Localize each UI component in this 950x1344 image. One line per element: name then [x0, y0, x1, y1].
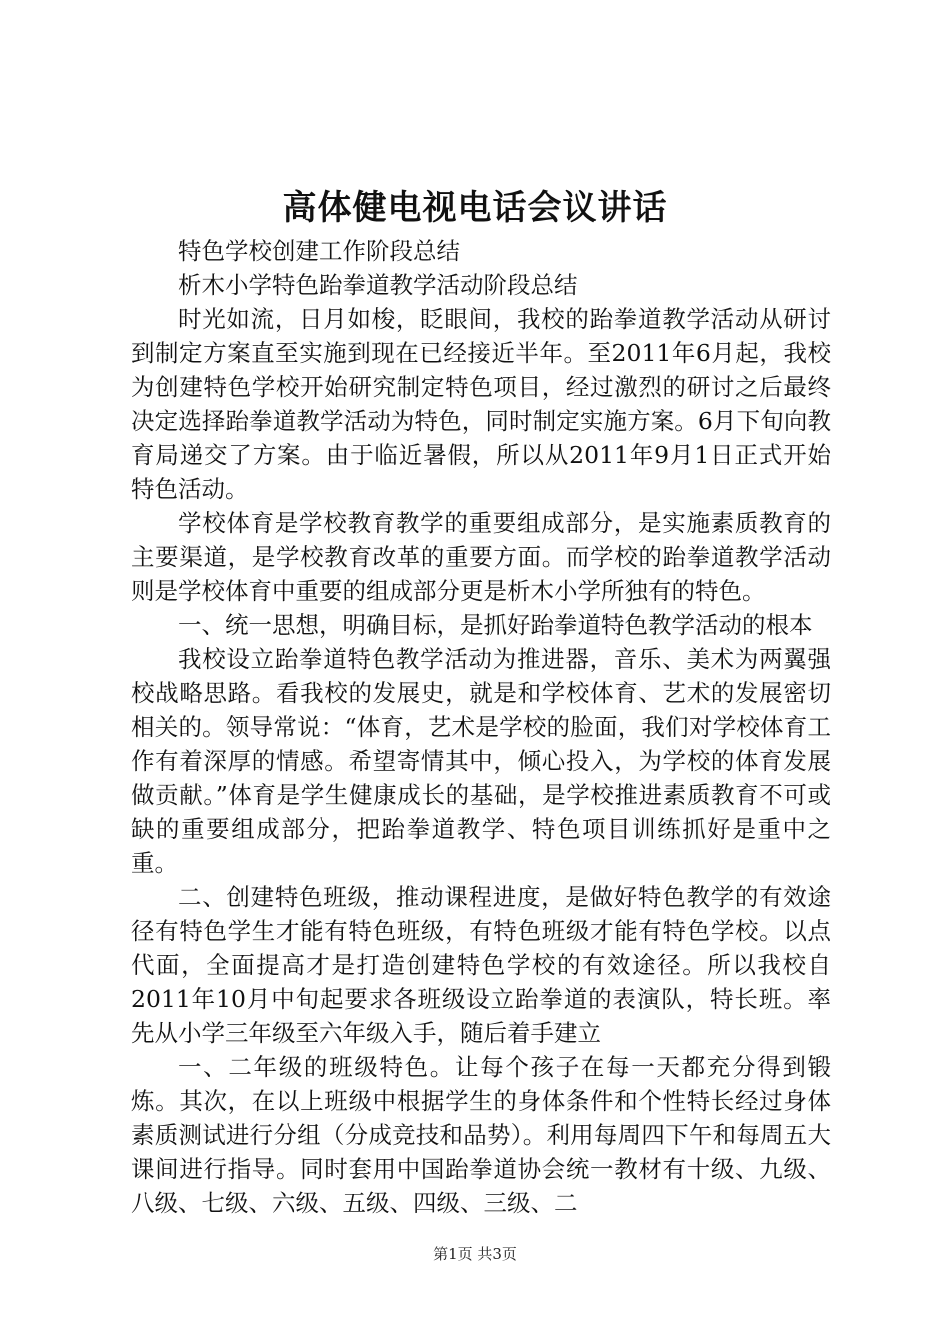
- document-title: 高体健电视电话会议讲话: [282, 188, 668, 228]
- section-heading-paragraph: 二、创建特色班级，推动课程进度，是做好特色教学的有效途径有特色学生才能有特色班级，有特色班级才能有特色学校。以点代面，全面提高才是打造创建特色学校的有效途径。所以我校自2011年10月中旬起要求各班级设立跆拳道的表演队，特长班。率先从小学三年级至六年级入手，随后着手建立: [131, 883, 831, 1047]
- document-body: [131, 234, 831, 1220]
- subtitle-paragraph: 析木小学特色跆拳道教学活动阶段总结: [178, 271, 578, 299]
- body-paragraph: 一、二年级的班级特色。让每个孩子在每一天都充分得到锻炼。其次，在以上班级中根据学生的身体条件和个性特长经过身体素质测试进行分组（分成竞技和品势）。利用每周四下午和每周五大课间进行指导。同时套用中国跆拳道协会统一教材有十级、九级、八级、七级、六级、五级、四级、三级、二: [131, 1053, 831, 1217]
- subtitle-paragraph: 特色学校创建工作阶段总结: [178, 237, 460, 265]
- body-paragraph: 时光如流，日月如梭，眨眼间，我校的跆拳道教学活动从研讨到制定方案直至实施到现在已经接近半年。至2011年6月起，我校为创建特色学校开始研究制定特色项目，经过激烈的研讨之后最终决定选择跆拳道教学活动为特色，同时制定实施方案。6月下旬向教育局递交了方案。由于临近暑假，所以从2011年9月1日正式开始特色活动。: [131, 305, 831, 503]
- page-footer: 第1页 共3页: [433, 1245, 517, 1263]
- body-paragraph: 我校设立跆拳道特色教学活动为推进器，音乐、美术为两翼强校战略思路。看我校的发展史，就是和学校体育、艺术的发展密切相关的。领导常说：“体育，艺术是学校的脸面，我们对学校体育工作有着深厚的情感。希望寄情其中，倾心投入，为学校的体育发展做贡献。”体育是学生健康成长的基础，是学校推进素质教育不可或缺的重要组成部分，把跆拳道教学、特色项目训练抓好是重中之重。: [131, 645, 831, 877]
- section-heading: 一、统一思想，明确目标，是抓好跆拳道特色教学活动的根本: [178, 611, 813, 639]
- body-paragraph: 学校体育是学校教育教学的重要组成部分，是实施素质教育的主要渠道，是学校教育改革的重要方面。而学校的跆拳道教学活动则是学校体育中重要的组成部分更是析木小学所独有的特色。: [131, 509, 831, 605]
